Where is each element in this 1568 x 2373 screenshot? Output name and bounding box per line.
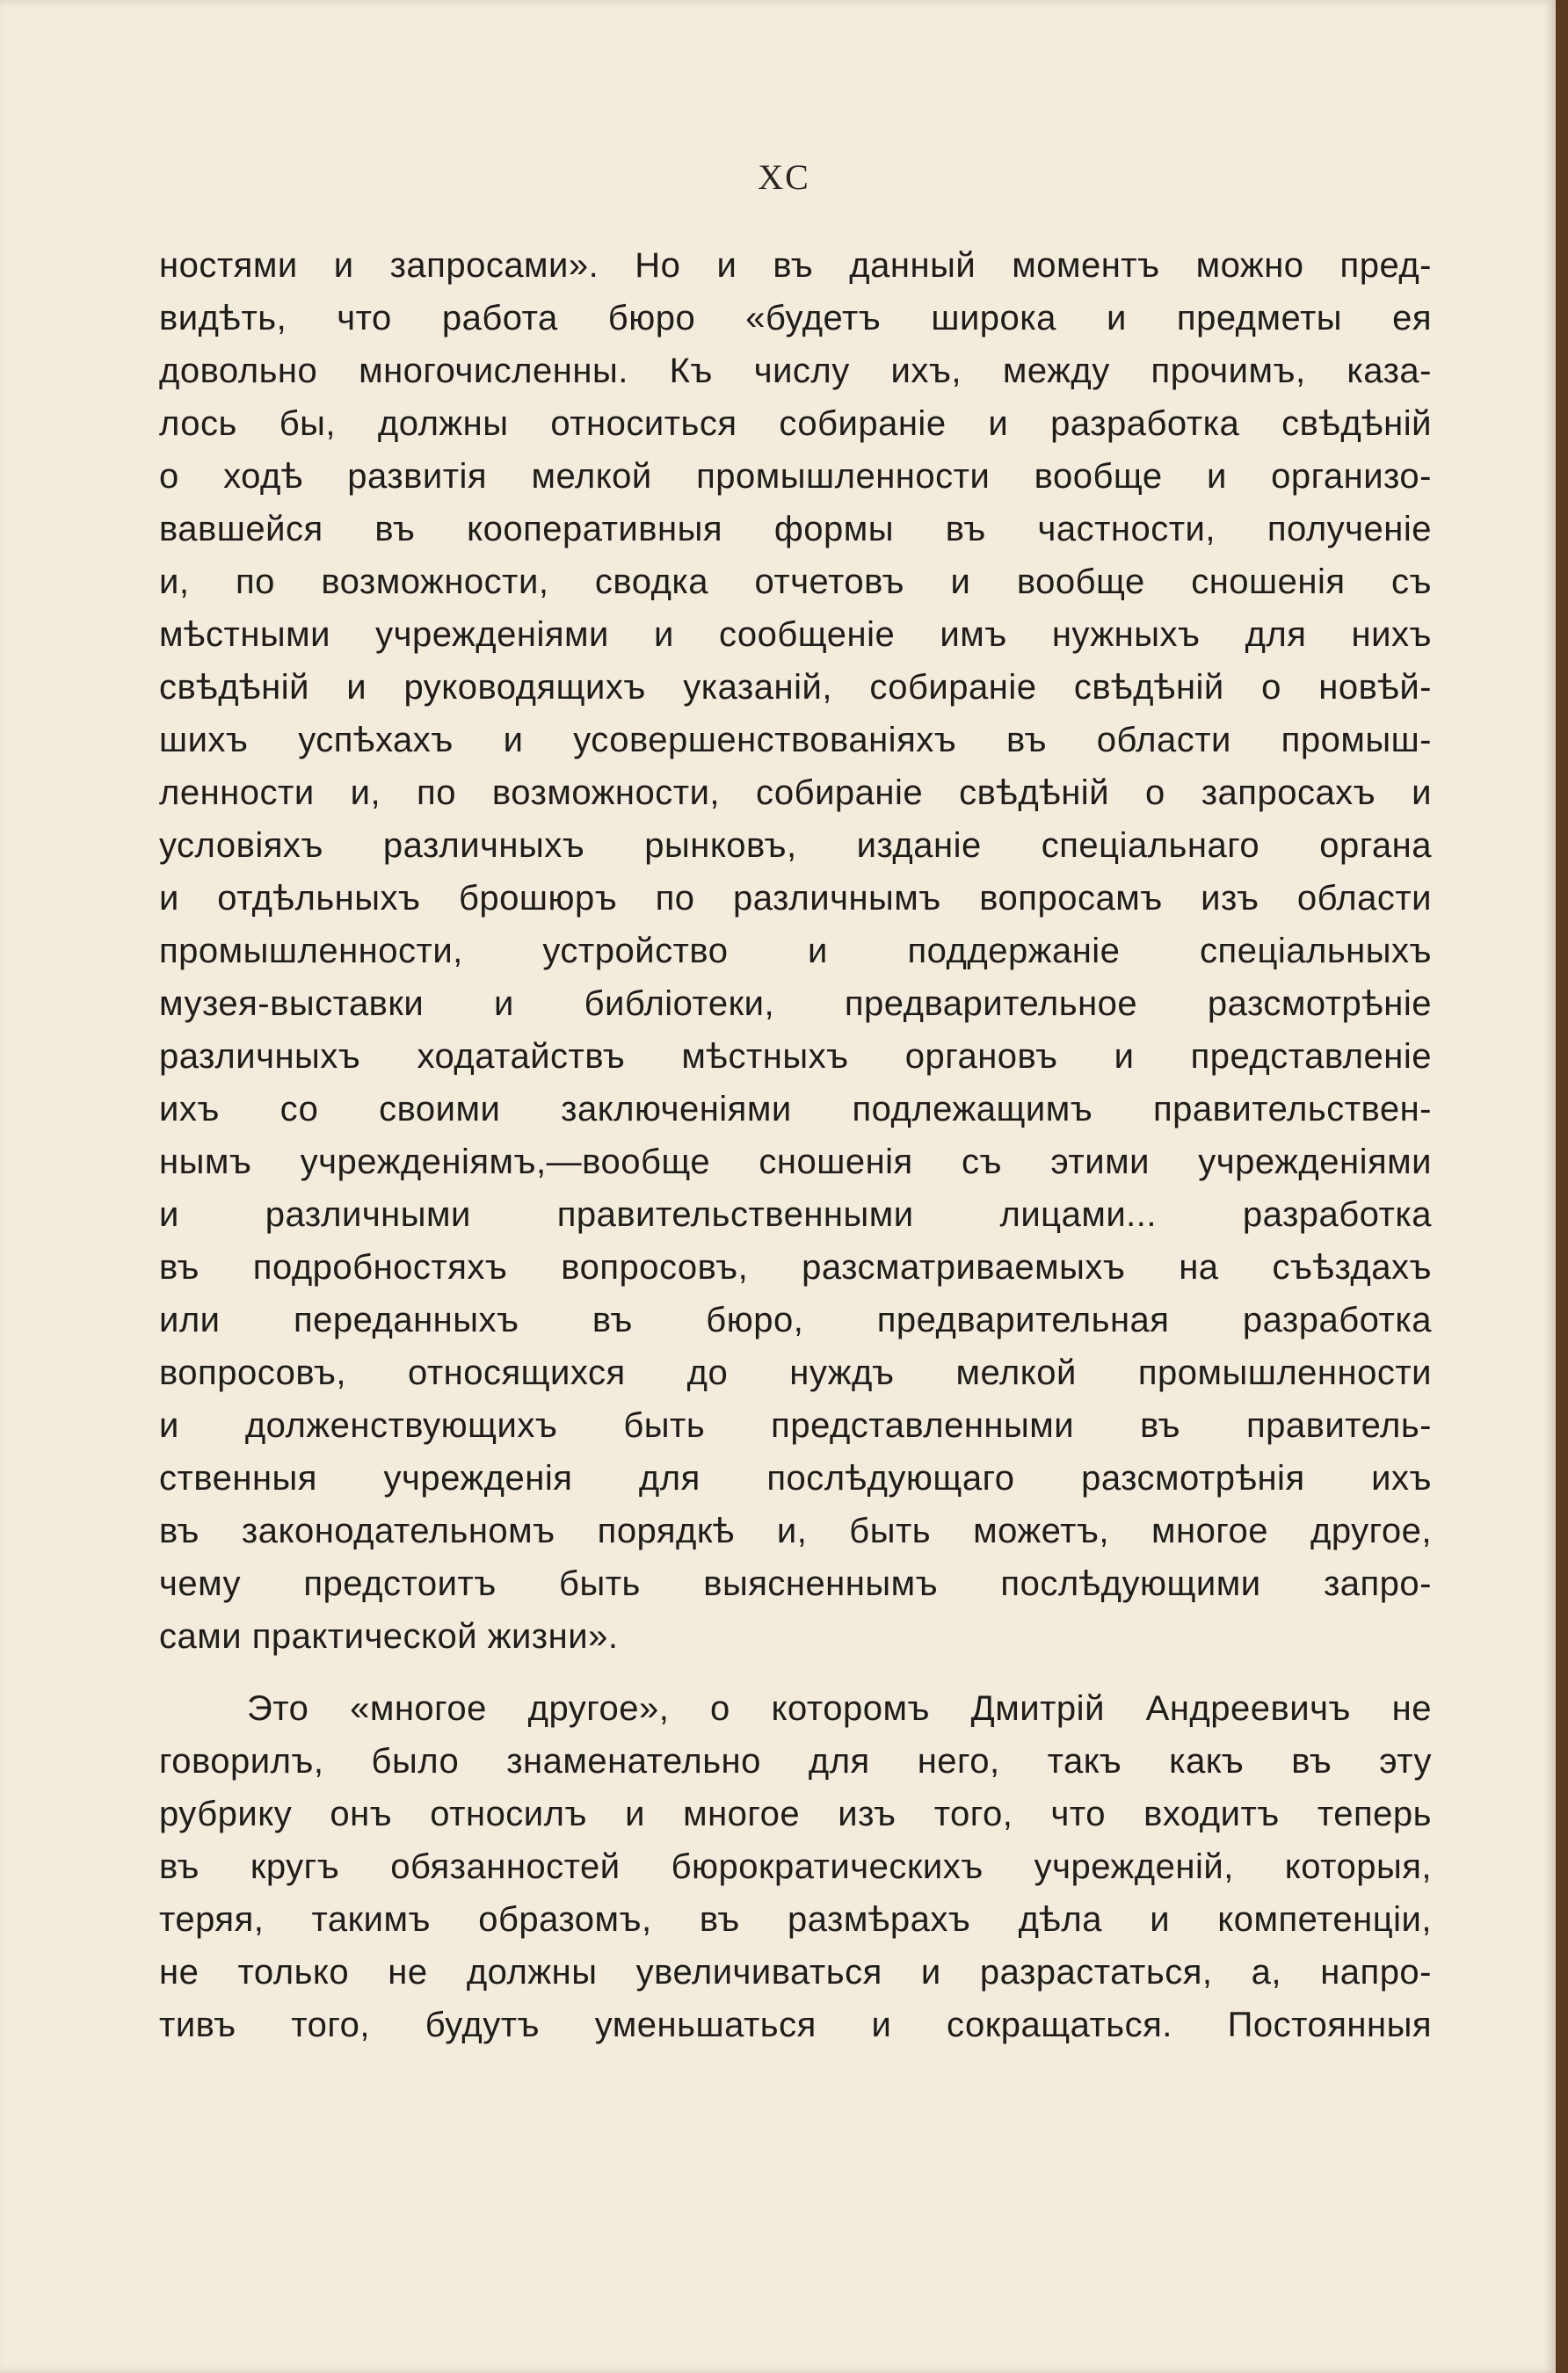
- text-line: и различными правительственными лицами... разработка: [159, 1195, 1432, 1234]
- text-line: нымъ учрежденіямъ,—вообще сношенія съ этими учрежденіями: [159, 1143, 1432, 1181]
- body-text: [159, 239, 1432, 2051]
- paragraph-gap: [159, 1663, 1432, 1682]
- paragraph: [159, 1682, 1432, 2051]
- text-line: ностями и запросами». Но и въ данный моментъ можно пред-: [159, 246, 1432, 285]
- text-line: видѣть, что работа бюро «будетъ широка и предметы ея: [159, 299, 1432, 337]
- text-line: и, по возможности, сводка отчетовъ и вообще сношенія съ: [159, 562, 1432, 601]
- text-line: мѣстными учрежденіями и сообщеніе имъ нужныхъ для нихъ: [159, 615, 1432, 654]
- text-line: лось бы, должны относиться собираніе и разработка свѣдѣній: [159, 404, 1432, 443]
- text-line: музея-выставки и библіотеки, предварительное разсмотрѣніе: [159, 984, 1432, 1023]
- text-line: говорилъ, было знаменательно для него, такъ какъ въ эту: [159, 1742, 1432, 1781]
- text-line: различныхъ ходатайствъ мѣстныхъ органовъ и представленіе: [159, 1037, 1432, 1076]
- page-edge: [1556, 0, 1568, 2373]
- text-line: ихъ со своими заключеніями подлежащимъ правительствен-: [159, 1090, 1432, 1128]
- text-line: условіяхъ различныхъ рынковъ, изданіе спеціальнаго органа: [159, 826, 1432, 865]
- text-line: сами практической жизни».: [159, 1617, 619, 1656]
- text-line: и отдѣльныхъ брошюръ по различнымъ вопросамъ изъ области: [159, 879, 1432, 918]
- text-line: и долженствующихъ быть представленными въ правитель-: [159, 1406, 1432, 1445]
- page-number: XC: [758, 157, 810, 197]
- text-line: или переданныхъ въ бюро, предварительная разработка: [159, 1301, 1432, 1339]
- text-line: Это «многое другое», о которомъ Дмитрій Андреевичъ не: [247, 1689, 1432, 1728]
- text-line: ственныя учрежденія для послѣдующаго разсмотрѣнія ихъ: [159, 1459, 1432, 1498]
- text-line: не только не должны увеличиваться и разрастаться, а, напро-: [159, 1953, 1432, 1992]
- text-line: чему предстоитъ быть выясненнымъ послѣдующими запро-: [159, 1564, 1432, 1603]
- paragraph: [159, 239, 1432, 1663]
- text-line: о ходѣ развитія мелкой промышленности вообще и организо-: [159, 457, 1432, 496]
- text-line: шихъ успѣхахъ и усовершенствованіяхъ въ области промыш-: [159, 721, 1432, 759]
- text-line: теряя, такимъ образомъ, въ размѣрахъ дѣла и компетенціи,: [159, 1900, 1432, 1939]
- text-line: довольно многочисленны. Къ числу ихъ, между прочимъ, каза-: [159, 352, 1432, 390]
- text-line: вавшейся въ кооперативныя формы въ частности, полученіе: [159, 510, 1432, 548]
- text-line: вопросовъ, относящихся до нуждъ мелкой промышленности: [159, 1353, 1432, 1392]
- text-line: тивъ того, будутъ уменьшаться и сокращаться. Постоянныя: [159, 2006, 1432, 2044]
- text-line: промышленности, устройство и поддержаніе спеціальныхъ: [159, 932, 1432, 970]
- text-line: въ законодательномъ порядкѣ и, быть можетъ, многое другое,: [159, 1512, 1432, 1550]
- text-line: въ кругъ обязанностей бюрократическихъ учрежденій, которыя,: [159, 1847, 1432, 1886]
- text-line: ленности и, по возможности, собираніе свѣдѣній о запросахъ и: [159, 773, 1432, 812]
- text-line: въ подробностяхъ вопросовъ, разсматриваемыхъ на съѣздахъ: [159, 1248, 1432, 1287]
- text-line: рубрику онъ относилъ и многое изъ того, что входитъ теперь: [159, 1795, 1432, 1833]
- text-line: свѣдѣній и руководящихъ указаній, собираніе свѣдѣній о новѣй-: [159, 668, 1432, 707]
